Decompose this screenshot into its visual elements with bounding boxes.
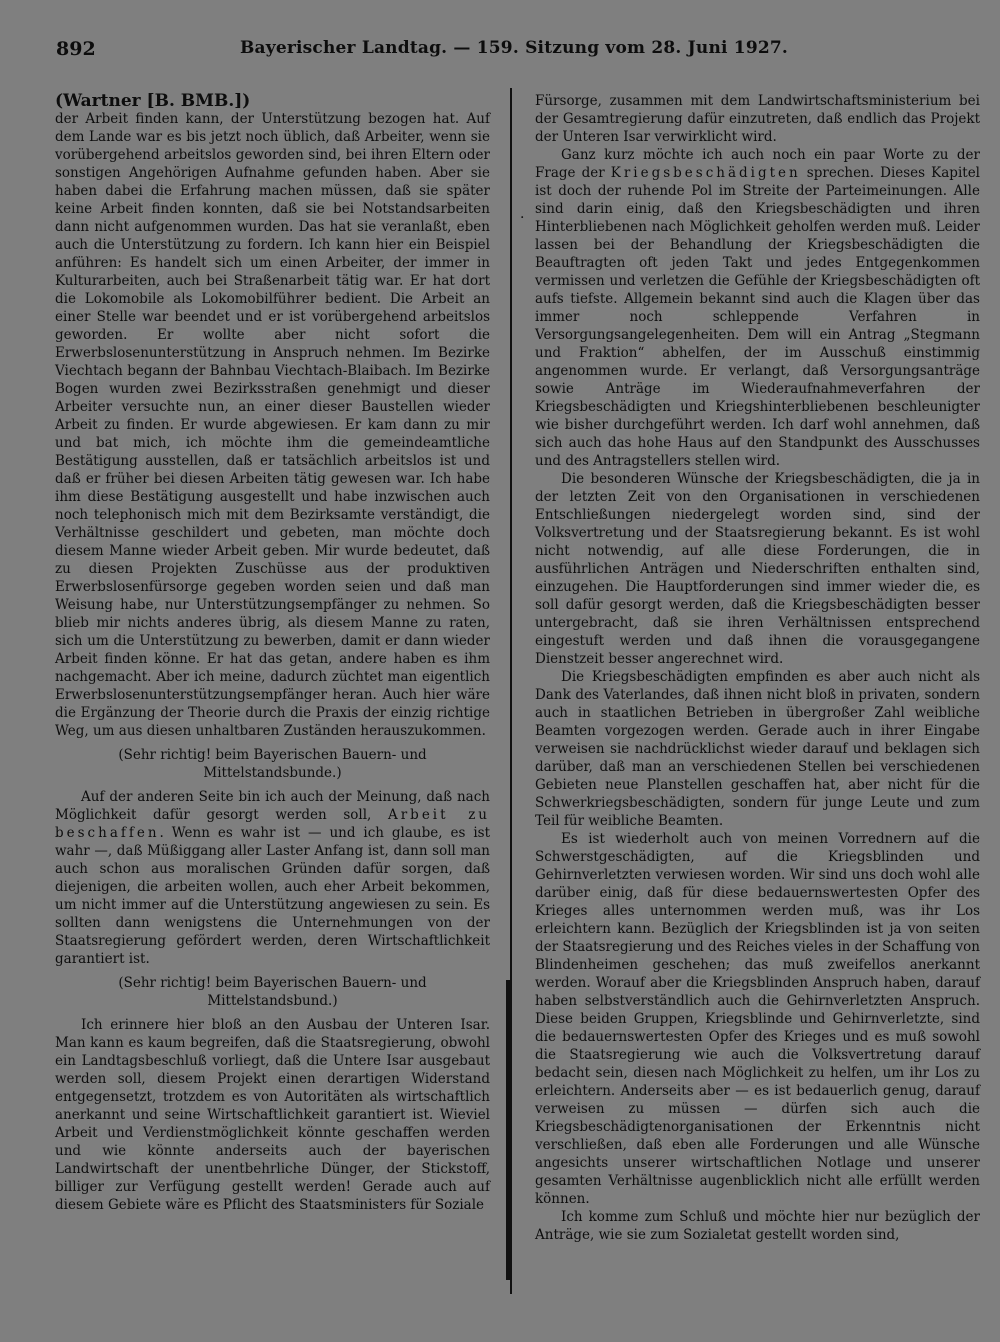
paragraph: Es ist wiederholt auch von meinen Vorrednern auf die Schwerstgeschädigten, auf die Kriegsblinden und Gehirnverletzten verwiesen worden. Wir sind uns doch wohl alle darüber einig, daß für diese bedauernswertesten Opfer des Krieges alles unternommen werden muß, was ihr Los erleichtern kann. Bezüglich der Kriegsblinden ist ja von seiten der Staatsregierung und des Reiches vieles in der Schaffung von Blindenheimen geschehen; das muß zweifellos anerkannt werden. Worauf aber die Kriegsblinden Anspruch haben, darauf haben selbstverständlich auch die Gehirnverletzten Anspruch. Diese beiden Gruppen, Kriegsblinde und Gehirnverletzte, sind die bedauernswertesten Opfer des Krieges und es muß sowohl die Staatsregierung wie auch die Volksvertretung darauf bedacht sein, diesen nach Möglichkeit zu helfen, um ihr Los zu erleichtern. Anderseits aber — es ist bedauerlich genug, darauf verweisen zu müssen — dürfen sich auch die Kriegsbeschädigtenorganisationen der Erkenntnis nicht verschließen, daß eben alle Forderungen und alle Wünsche angesichts unserer wirtschaftlichen Notlage und unserer gesamten Verhältnisse augenblicklich nicht alle erfüllt werden können.	[535, 831, 980, 1207]
margin-mark: ·	[520, 210, 525, 226]
left-column	[55, 92, 490, 1214]
running-head: Bayerischer Landtag. — 159. Sitzung vom 28. Juni 1927.	[239, 38, 789, 58]
emphasized-text: Arbeit zu beschaffen	[55, 807, 490, 841]
column-divider	[510, 88, 512, 1294]
paragraph: Die Kriegsbeschädigten empfinden es aber auch nicht als Dank des Vaterlandes, daß ihnen nicht bloß in privaten, sondern auch in staatlichen Betrieben in übergroßer Zahl weibliche Beamten vorgezogen werden. Gerade auch in ihrer Eingabe verweisen sie nachdrücklichst wieder darauf und beklagen sich darüber, daß man an verschiedenen Stellen bei verschiedenen Gebieten neue Planstellen geschaffen hat, aber nicht für die Schwerkriegsbeschädigten, sondern für junge Leute und zum Teil für weibliche Beamten.	[535, 669, 980, 829]
text-run: Auf der anderen Seite bin ich auch der Meinung, daß nach Möglichkeit dafür gesorgt werden soll,	[55, 789, 490, 823]
paragraph: Ich komme zum Schluß und möchte hier nur bezüglich der Anträge, wie sie zum Sozialetat gestellt worden sind,	[535, 1209, 980, 1243]
text-run: . Wenn es wahr ist — und ich glaube, es ist wahr —, daß Müßiggang aller Laster Anfang ist, dann soll man auch schon aus moralischen Gründen dafür sorgen, daß diejenigen, die arbeiten wollen, auch eher Arbeit bekommen, um nicht immer auf die Unterstützung angewiesen zu sein. Es sollten dann wenigstens die Unternehmungen von der Staatsregierung gefördert werden, deren Wirtschaftlichkeit garantiert ist.	[55, 825, 490, 967]
page-number: 892	[56, 38, 96, 60]
emphasized-text: Kriegsbeschädigten	[610, 165, 801, 181]
page-header	[56, 38, 972, 68]
right-column	[535, 92, 980, 1244]
speaker-name: (Wartner [B. BMB.])	[55, 91, 251, 111]
paragraph: der Arbeit finden kann, der Unterstützung bezogen hat. Auf dem Lande war es bis jetzt noch üblich, daß Arbeiter, wenn sie vorübergehend arbeitslos geworden sind, bei ihren Eltern oder sonstigen Angehörigen Aufnahme gefunden haben. Aber sie haben dabei die Erfahrung machen müssen, daß sie später keine Arbeit finden konnten, daß sie bei Notstandsarbeiten dann nicht aufgenommen wurden. Das hat sie veranlaßt, eben auch die Unterstützung zu fordern. Ich kann hier ein Beispiel anführen: Es handelt sich um einen Arbeiter, der immer in Kulturarbeiten, auch bei Straßenarbeit tätig war. Er hat dort die Lokomobile als Lokomobilführer bedient. Die Arbeit an einer Stelle war beendet und er ist vorübergehend arbeitslos geworden. Er wollte aber nicht sofort die Erwerbslosenunterstützung in Anspruch nehmen. Im Bezirke Viechtach begann der Bahnbau Viechtach-Blaibach. Im Bezirke Bogen wurden zwei Bezirksstraßen genehmigt und dieser Arbeiter versuchte nun, an einer dieser Baustellen wieder Arbeit zu finden. Er wurde abgewiesen. Er kam dann zu mir und bat mich, ich möchte ihm die gemeindeamtliche Bestätigung ausstellen, daß er tatsächlich arbeitslos ist und daß er früher bei diesen Arbeiten tätig gewesen war. Ich habe ihm diese Bestätigung ausgestellt und habe inzwischen auch noch telephonisch mich mit dem Bezirksamte verständigt, die Verhältnisse geschildert und gebeten, man möchte doch diesem Manne wieder Arbeit geben. Mir wurde bedeutet, daß zu diesen Projekten Zuschüsse aus der produktiven Erwerbslosenfürsorge gegeben worden seien und daß man Weisung habe, nur Unterstützungsempfänger zu nehmen. So blieb mir nichts anderes übrig, als diesem Manne zu raten, sich um die Unterstützung zu bewerben, damit er dann wieder Arbeit finden könne. Er hat das getan, andere haben es ihm nachgemacht. Aber ich meine, dadurch züchtet man eigentlich Erwerbslosenunterstützungsempfänger heran. Auch hier wäre die Ergänzung der Theorie durch die Praxis der einzig richtige Weg, um aus diesen unhaltbaren Zuständen herauszukommen.	[55, 111, 490, 739]
interjection: (Sehr richtig! beim Bayerischen Bauern- und Mittelstandsbund.)	[118, 975, 427, 1009]
paragraph: Ich erinnere hier bloß an den Ausbau der Unteren Isar. Man kann es kaum begreifen, daß die Staatsregierung, obwohl ein Landtagsbeschluß vorliegt, daß die Untere Isar ausgebaut werden soll, diesem Projekt einen derartigen Widerstand entgegensetzt, trotzdem es von Autoritäten als wirtschaftlich anerkannt und seine Wirtschaftlichkeit garantiert ist. Wieviel Arbeit und Verdienstmöglichkeit könnte geschaffen werden und wie könnte anderseits auch der bayerischen Landwirtschaft der unentbehrliche Dünger, der Stickstoff, billiger zur Verfügung gestellt werden! Gerade auch auf diesem Gebiete wäre es Pflicht des Staatsministers für Soziale	[55, 1017, 490, 1213]
text-run: sprechen. Dieses Kapitel ist doch der ruhende Pol im Streite der Parteimeinungen. Alle sind darin einig, daß den Kriegsbeschädigten und ihren Hinterbliebenen nach Möglichkeit geholfen werden muß. Leider lassen bei der Behandlung der Kriegsbeschädigten die Beauftragten oft jeden Takt und jedes Entgegenkommen vermissen und verletzen die Gefühle der Kriegsbeschädigten oft aufs tiefste. Allgemein bekannt sind auch die Klagen über das immer noch schleppende Verfahren in Versorgungsangelegenheiten. Dem will ein Antrag „Stegmann und Fraktion“ abhelfen, der im Ausschuß einstimmig angenommen wurde. Er verlangt, daß Versorgungsanträge sowie Anträge im Wiederaufnahmeverfahren der Kriegsbeschädigten und Kriegshinterbliebenen beschleunigter wie bisher durchgeführt werden. Ich darf wohl annehmen, daß sich auch das hohe Haus auf den Standpunkt des Ausschusses und des Antragstellers stellen wird.	[535, 165, 980, 469]
column-divider-bold	[506, 980, 510, 1280]
interjection: (Sehr richtig! beim Bayerischen Bauern- und Mittelstandsbunde.)	[118, 747, 427, 781]
paragraph: Fürsorge, zusammen mit dem Landwirtschaftsministerium bei der Gesamtregierung dafür einzutreten, daß endlich das Projekt der Unteren Isar verwirklicht wird.	[535, 93, 980, 145]
paragraph: Die besonderen Wünsche der Kriegsbeschädigten, die ja in der letzten Zeit von den Organisationen in verschiedenen Entschließungen niedergelegt worden sind, sind der Volksvertretung und der Staatsregierung bekannt. Es ist wohl nicht notwendig, auf alle diese Forderungen, die in ausführlichen Anträgen und Niederschriften enthalten sind, einzugehen. Die Hauptforderungen sind immer wieder die, es soll dafür gesorgt werden, daß die Kriegsbeschädigten besser untergebracht, daß sie ihren Verhältnissen entsprechend eingestuft werden und daß ihnen die vorausgegangene Dienstzeit besser angerechnet wird.	[535, 471, 980, 667]
paragraph	[55, 788, 490, 968]
paragraph	[535, 146, 980, 470]
text-run: Ganz kurz möchte ich auch noch ein paar Worte zu der Frage der	[535, 147, 980, 181]
